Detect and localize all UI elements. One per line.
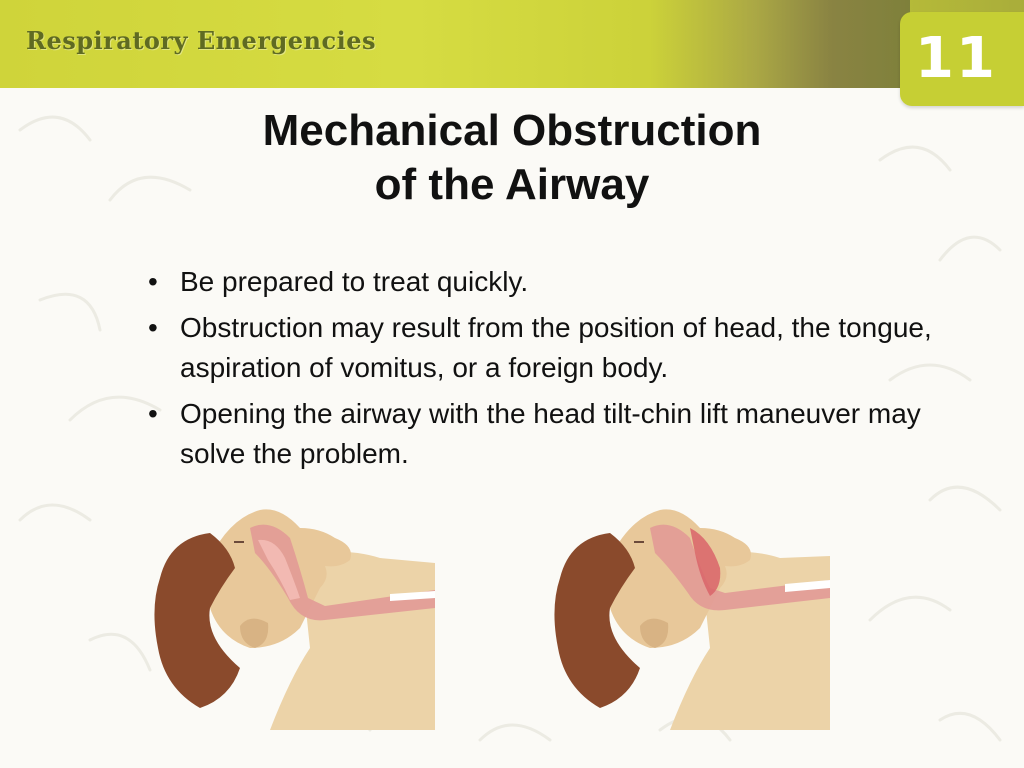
chapter-badge [900, 12, 1024, 106]
title-line-2: of the Airway [374, 160, 650, 209]
bullet-list [144, 262, 944, 480]
title-line-1: Mechanical Obstruction [262, 106, 762, 155]
airway-head-illustration-1 [150, 498, 440, 730]
chapter-number: 11 [915, 26, 997, 91]
bullet-item: • Be prepared to treat quickly. [144, 262, 944, 302]
airway-head-illustration-2 [550, 498, 840, 730]
header-band [0, 0, 1024, 88]
slide-title [160, 104, 864, 212]
header-photo [650, 0, 910, 88]
section-title: Respiratory Emergencies [26, 26, 376, 55]
bullet-item: • Opening the airway with the head tilt-chin lift maneuver may solve the problem. [144, 394, 944, 474]
bullet-item: • Obstruction may result from the position of head, the tongue, aspiration of vomitus, or a foreign body. [144, 308, 944, 388]
